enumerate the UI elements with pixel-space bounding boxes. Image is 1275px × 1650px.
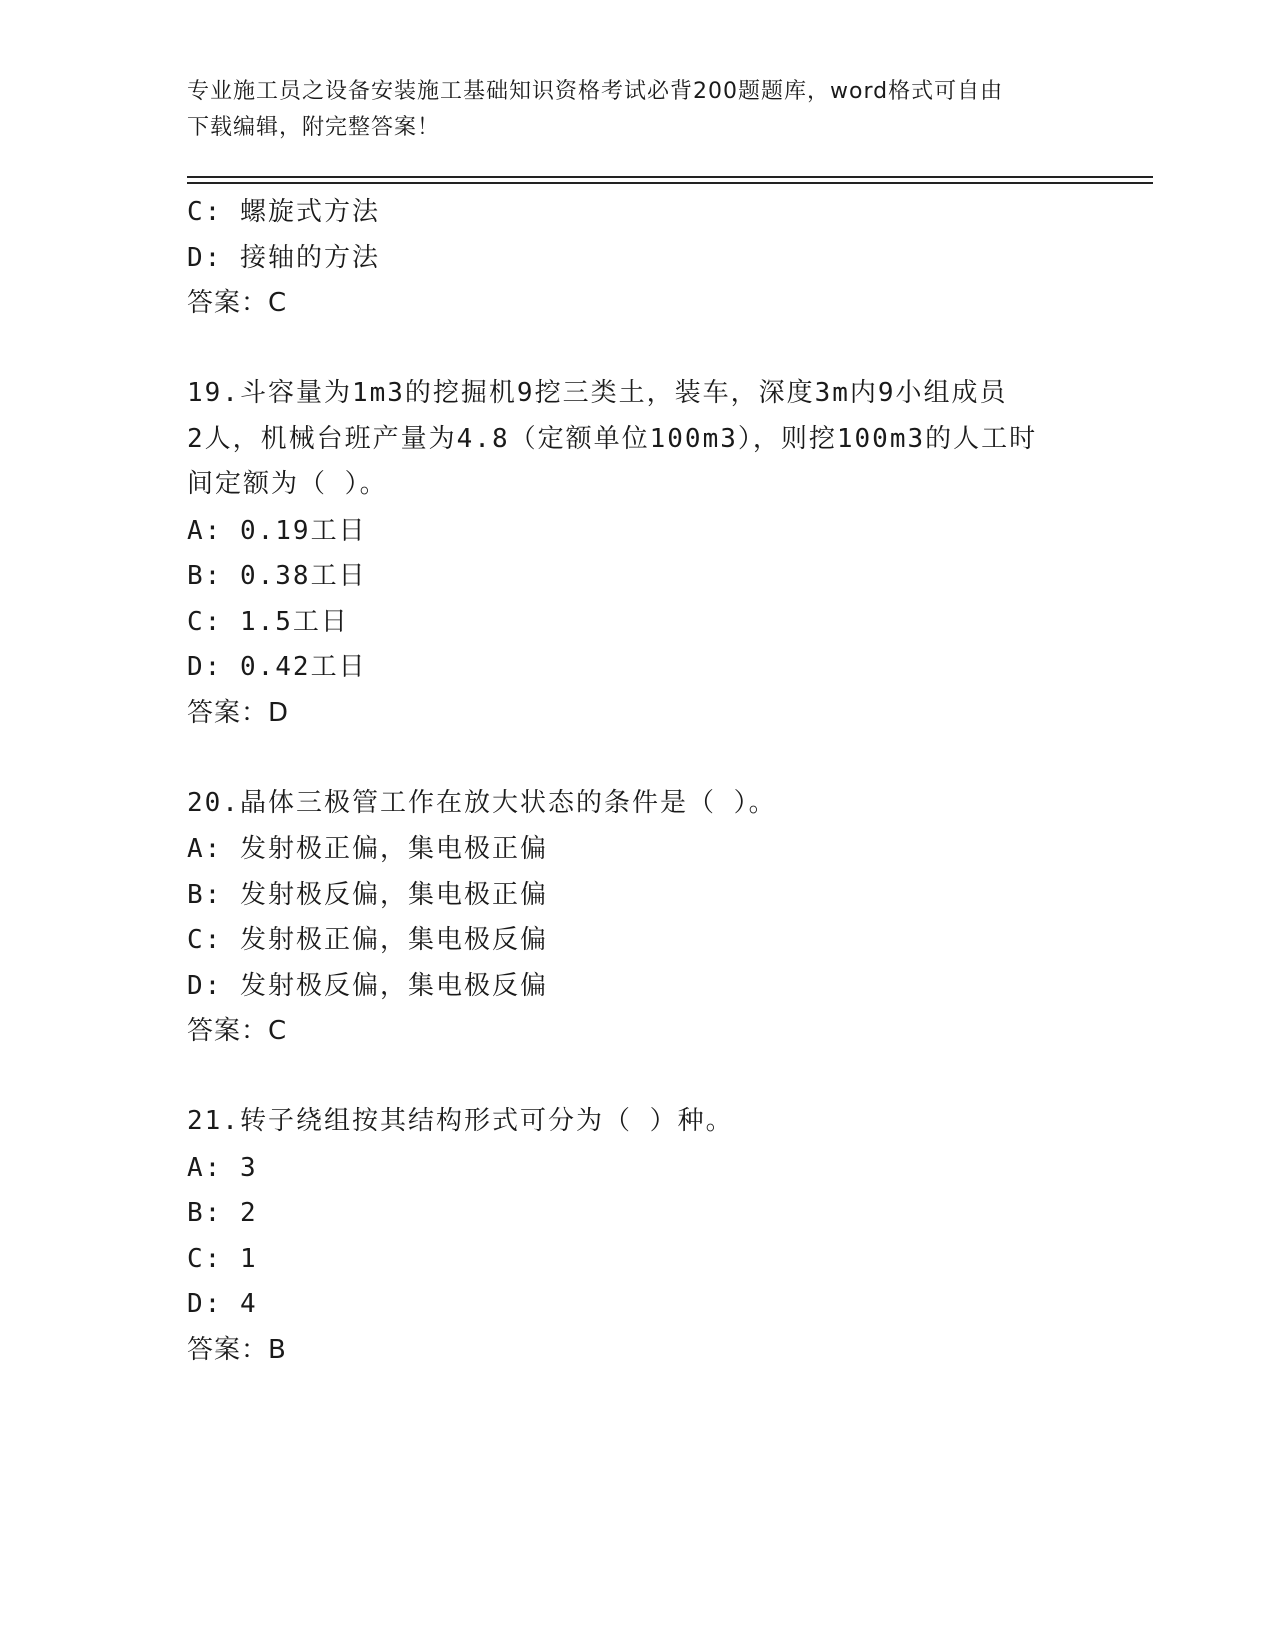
header-title-line-1: 专业施工员之设备安装施工基础知识资格考试必背200题题库，word格式可自由 xyxy=(187,79,1004,104)
question-content xyxy=(187,190,1087,1373)
option-c: C: 1 xyxy=(187,1243,258,1274)
spacer xyxy=(187,1055,1087,1101)
option-b: B: 2 xyxy=(187,1198,258,1228)
question-19 xyxy=(187,372,1087,736)
option-b: B: 发射极反偏，集电极正偏 xyxy=(187,879,548,910)
option-d: D: 发射极反偏，集电极反偏 xyxy=(187,970,548,1001)
header-title-line-2: 下载编辑，附完整答案！ xyxy=(187,115,441,140)
option-a: A: 0.19工日 xyxy=(187,515,367,546)
answer-line: 答案：C xyxy=(187,1016,288,1046)
option-c: C: 1.5工日 xyxy=(187,606,349,637)
answer-line: 答案：D xyxy=(187,697,290,728)
question-stem-line: 2人，机械台班产量为4.8（定额单位100m3），则挖100m3的人工时 xyxy=(187,423,1038,454)
question-21 xyxy=(187,1100,1087,1373)
option-c: C: 螺旋式方法 xyxy=(187,197,380,227)
option-a: A: 3 xyxy=(187,1152,258,1183)
header-divider-top xyxy=(187,176,1153,178)
spacer xyxy=(187,327,1087,373)
answer-line: 答案：C xyxy=(187,288,288,318)
option-d: D: 接轴的方法 xyxy=(187,242,380,273)
option-d: D: 0.42工日 xyxy=(187,652,367,682)
option-b: B: 0.38工日 xyxy=(187,561,367,591)
header-divider-bottom xyxy=(187,182,1153,184)
answer-line: 答案：B xyxy=(187,1334,287,1365)
document-header xyxy=(187,74,1067,146)
question-20 xyxy=(187,782,1087,1055)
question-stem-line: 21.转子绕组按其结构形式可分为（ ）种。 xyxy=(187,1106,734,1136)
question-stem-line: 间定额为（ ）。 xyxy=(187,469,388,499)
spacer xyxy=(187,736,1087,782)
option-c: C: 发射极正偏，集电极反偏 xyxy=(187,925,548,955)
partial-question xyxy=(187,190,1087,327)
question-stem-line: 19.斗容量为1m3的挖掘机9挖三类土，装车，深度3m内9小组成员 xyxy=(187,378,1008,408)
option-a: A: 发射极正偏，集电极正偏 xyxy=(187,834,548,864)
question-stem-line: 20.晶体三极管工作在放大状态的条件是（ ）。 xyxy=(187,787,777,818)
option-d: D: 4 xyxy=(187,1289,258,1319)
